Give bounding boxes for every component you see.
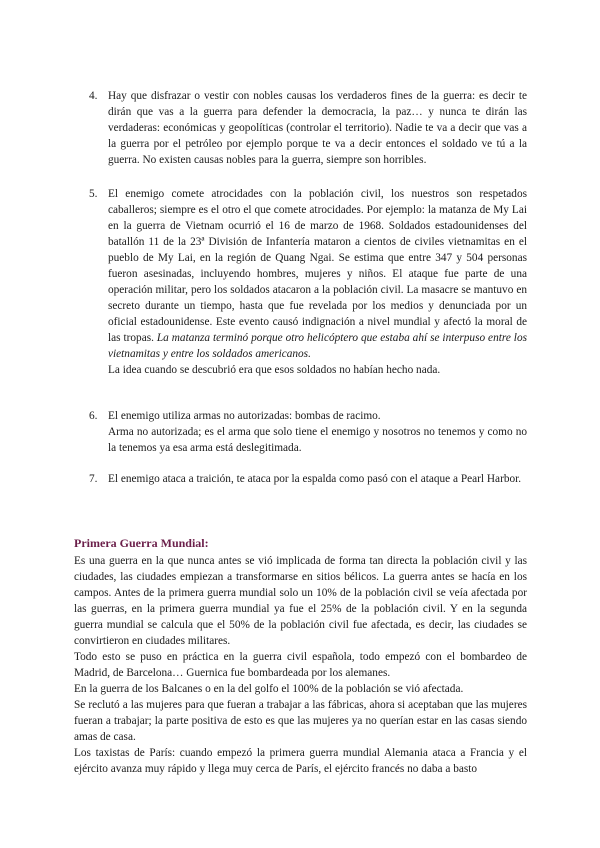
list-text: El enemigo utiliza armas no autorizadas: bombas de racimo. — [108, 410, 381, 422]
list-text-extra: La idea cuando se descubrió era que esos soldados no habían hecho nada. — [108, 364, 441, 376]
paragraph: En la guerra de los Balcanes o en la del golfo el 100% de la población se vió afectada. — [74, 683, 464, 695]
list-text: Hay que disfrazar o vestir con nobles causas los verdaderos fines de la guerra: es decir te dirán que vas a la guerra para defender la democracia, la paz… y nunca te dirán las verdaderas: económicas y geopolíticas (controlar el territorio). Nadie te va a decir que vas a la guerra por el petróleo por ejemplo porque te va a decir entonces el soldado ve tú a la guerra. No existen causas nobles para la guerra, siempre son horribles. — [108, 90, 527, 166]
list-text: El enemigo ataca a traición, te ataca por la espalda como pasó con el ataque a Pearl Harbor. — [108, 473, 522, 485]
paragraph: Los taxistas de París: cuando empezó la primera guerra mundial Alemania ataca a Francia y el ejército avanza muy rápido y llega muy cerca de París, el ejército francés no daba a basto — [74, 747, 527, 775]
list-text-main: El enemigo comete atrocidades con la población civil, los nuestros son respetados caballeros; siempre es el otro el que comete atrocidades. Por ejemplo: la matanza de My Lai en la guerra de Vietnam ocurrió el 16 de marzo de 1968. Soldados estadounidenses del batallón 11 de la 23ª División de Infantería mataron a cientos de civiles vietnamitas en el pueblo de My Lai, en la región de Quang Ngai. Se estima que entre 347 y 504 personas fueron asesinadas, incluyendo hombres, mujeres y niños. El ataque fue parte de una operación militar, pero los soldados atacaron a la población civil. La masacre se mantuvo en secreto durante un tiempo, hasta que fue revelada por los medios y denunciada por un oficial estadounidense. Este evento causó indignación a nivel mundial y afectó la moral de las tropas. — [108, 188, 527, 344]
section-primera-guerra — [74, 535, 527, 777]
list-text-italic: La matanza terminó porque otro helicóptero que estaba ahí se interpuso entre los vietnamitas y entre los soldados americanos. — [108, 332, 527, 360]
section-title: Primera Guerra Mundial: — [74, 536, 209, 550]
list-number: 6. — [89, 410, 98, 422]
list-text-extra: Arma no autorizada; es el arma que solo tiene el enemigo y nosotros no tenemos y como no la tenemos ya esa arma está deslegitimada. — [108, 426, 527, 454]
list-text — [108, 186, 527, 362]
paragraph: Es una guerra en la que nunca antes se vió implicada de forma tan directa la población civil y las ciudades, las ciudades empiezan a transformarse en sitios bélicos. La guerra antes se hacía en los campos. Antes de la primera guerra mundial solo un 10% de la población civil se veía afectada por las guerras, en la primera guerra mundial ya fue el 25% de la población civil. Y en la segunda guerra mundial se calcula que el 50% de la población civil fue afectada, es decir, las ciudades se convirtieron en ciudades militares. — [74, 555, 527, 647]
list-number: 7. — [89, 473, 98, 485]
paragraph: Todo esto se puso en práctica en la guerra civil española, todo empezó con el bombardeo de Madrid, de Barcelona… Guernica fue bombardeada por los alemanes. — [74, 651, 527, 679]
list-number: 5. — [89, 188, 98, 200]
paragraph: Se reclutó a las mujeres para que fueran a trabajar a las fábricas, ahora si aceptaban que las mujeres fueran a trabajar; la parte positiva de esto es que las mujeres ya no querían estar en las casas siendo amas de casa. — [74, 699, 527, 743]
list-number: 4. — [89, 90, 98, 102]
